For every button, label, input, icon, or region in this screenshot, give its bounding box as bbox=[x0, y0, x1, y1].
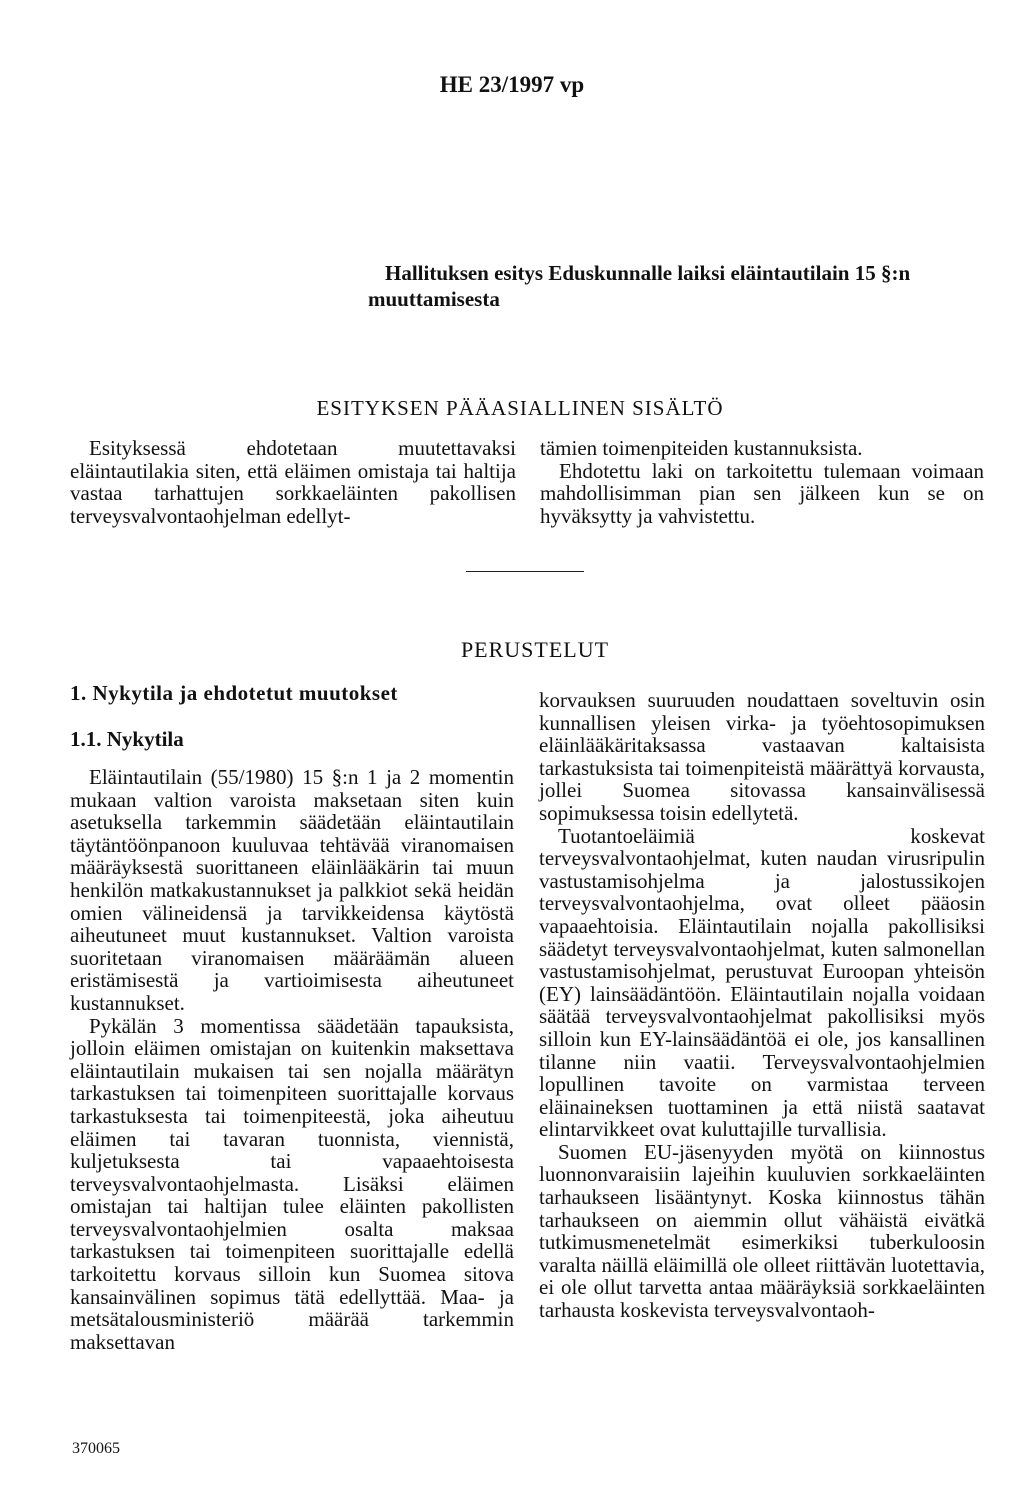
document-header: HE 23/1997 vp bbox=[439, 72, 585, 97]
section-1-1-heading: 1.1. Nykytila bbox=[70, 727, 184, 751]
body-paragraph: Pykälän 3 momentissa säädetään tapauksista, jolloin eläimen omistajan on kuitenkin maksettava eläintautilain mukaisen tai sen nojalla määrätyn tarkastuksen tai toimenpiteen suorittajalle korvaus tarkastuksesta tai toimenpiteestä, joka aiheutuu eläimen tai tavaran tuonnista, viennistä, kuljetuksesta tai vapaaehtoisesta terveysvalvontaohjelmasta. Lisäksi eläimen omistajan tai haltijan tulee eläinten pakollisten terveysvalvontaohjelmien osalta maksaa tarkastuksen tai toimenpiteen suorittajalle edellä tarkoitettu korvaus silloin kun Suomea sitova kansainvälinen sopimus tätä edellyttää. Maa- ja metsätalousministeriö määrää tarkemmin maksettavan bbox=[70, 1013, 514, 1354]
footer-code: 370065 bbox=[72, 1440, 120, 1457]
summary-paragraph: Esityksessä ehdotetaan muutettavaksi eläintautilakia siten, että eläimen omistaja tai haltija vastaa tarhattujen sorkkaeläinten pakollisen terveysvalvontaohjelman edellyt- bbox=[70, 436, 516, 528]
bill-title-line-2: muuttamisesta bbox=[368, 287, 500, 311]
summary-paragraph: tämien toimenpiteiden kustannuksista. bbox=[540, 436, 863, 460]
body-paragraph: Tuotantoeläimiä koskevat terveysvalvontaohjelmat, kuten naudan virusripulin vastustamisohjelma ja jalostussikojen terveysvalvontaohjelma, ovat olleet pääosin vapaaehtoisia. Eläintautilain nojalla pakollisiksi säädetyt terveysvalvontaohjelmat, kuten salmonellan vastustamisohjelmat, perustuvat Euroopan yhteisön (EY) lainsäädäntöön. Eläintautilain nojalla voidaan säätää terveysvalvontaohjelmat pakollisiksi myös silloin kun EY-lainsäädäntöä ei ole, jos kansallinen tilanne niin vaatii. Terveysvalvontaohjelmien lopullinen tavoite on varmistaa terveen eläinaineksen tuottaminen ja että niistä saatavat elintarvikkeet ovat kuluttajille turvallisia. bbox=[539, 823, 985, 1142]
summary-left-column bbox=[70, 437, 516, 527]
summary-right-column bbox=[540, 437, 984, 527]
body-paragraph: Eläintautilain (55/1980) 15 §:n 1 ja 2 momentin mukaan valtion varoista maksetaan siten kuin asetuksella tarkemmin säädetään eläintautilain täytäntöönpanoon kuuluvaa tehtävää viranomaisen määräyksestä suorittaneen eläinlääkärin tai muun henkilön matkakustannukset ja palkkiot sekä heidän omien välineidensä ja tarvikkeidensa käytöstä aiheutuneet muut kustannukset. Valtion varoista suoritetaan viranomaisen määräämän alueen eristämisestä ja vartioimisesta aiheutuneet kustannukset. bbox=[70, 765, 514, 1015]
summary-heading: ESITYKSEN PÄÄASIALLINEN SISÄLTÖ bbox=[316, 396, 724, 420]
summary-paragraph: Ehdotettu laki on tarkoitettu tulemaan voimaan mahdollisimman pian sen jälkeen kun se on hyväksytty ja vahvistettu. bbox=[540, 458, 984, 528]
body-left-column bbox=[70, 766, 514, 1353]
bill-title bbox=[368, 260, 975, 312]
body-paragraph: Suomen EU-jäsenyyden myötä on kiinnostus luonnonvaraisiin lajeihin kuuluvien sorkkaeläinten tarhaukseen lisääntynyt. Koska kiinnostus tähän tarhaukseen on aiemmin ollut vähäistä eivätkä tutkimusmenetelmät esimerkiksi tuberkuloosin varalta näillä eläimillä ole olleet riittävän luotettavia, ei ole ollut tarvetta antaa määräyksiä sorkkaeläinten tarhausta koskevista terveysvalvontaoh- bbox=[539, 1139, 985, 1323]
section-1-heading: 1. Nykytila ja ehdotetut muutokset bbox=[70, 681, 398, 705]
section-divider bbox=[466, 571, 584, 572]
bill-title-line-1: Hallituksen esitys Eduskunnalle laiksi eläintautilain 15 §:n bbox=[385, 261, 911, 285]
body-paragraph: korvauksen suuruuden noudattaen soveltuvin osin kunnallisen yleisen virka- ja työehtosopimuksen eläinlääkäritaksassa vastaavan kaltaisista tarkastuksista tai toimenpiteistä määrättyä korvausta, jollei Suomea sitovassa kansainvälisessä sopimuksessa toisin edellytetä. bbox=[539, 688, 985, 825]
perustelut-heading: PERUSTELUT bbox=[460, 637, 610, 662]
body-right-column bbox=[539, 689, 985, 1322]
